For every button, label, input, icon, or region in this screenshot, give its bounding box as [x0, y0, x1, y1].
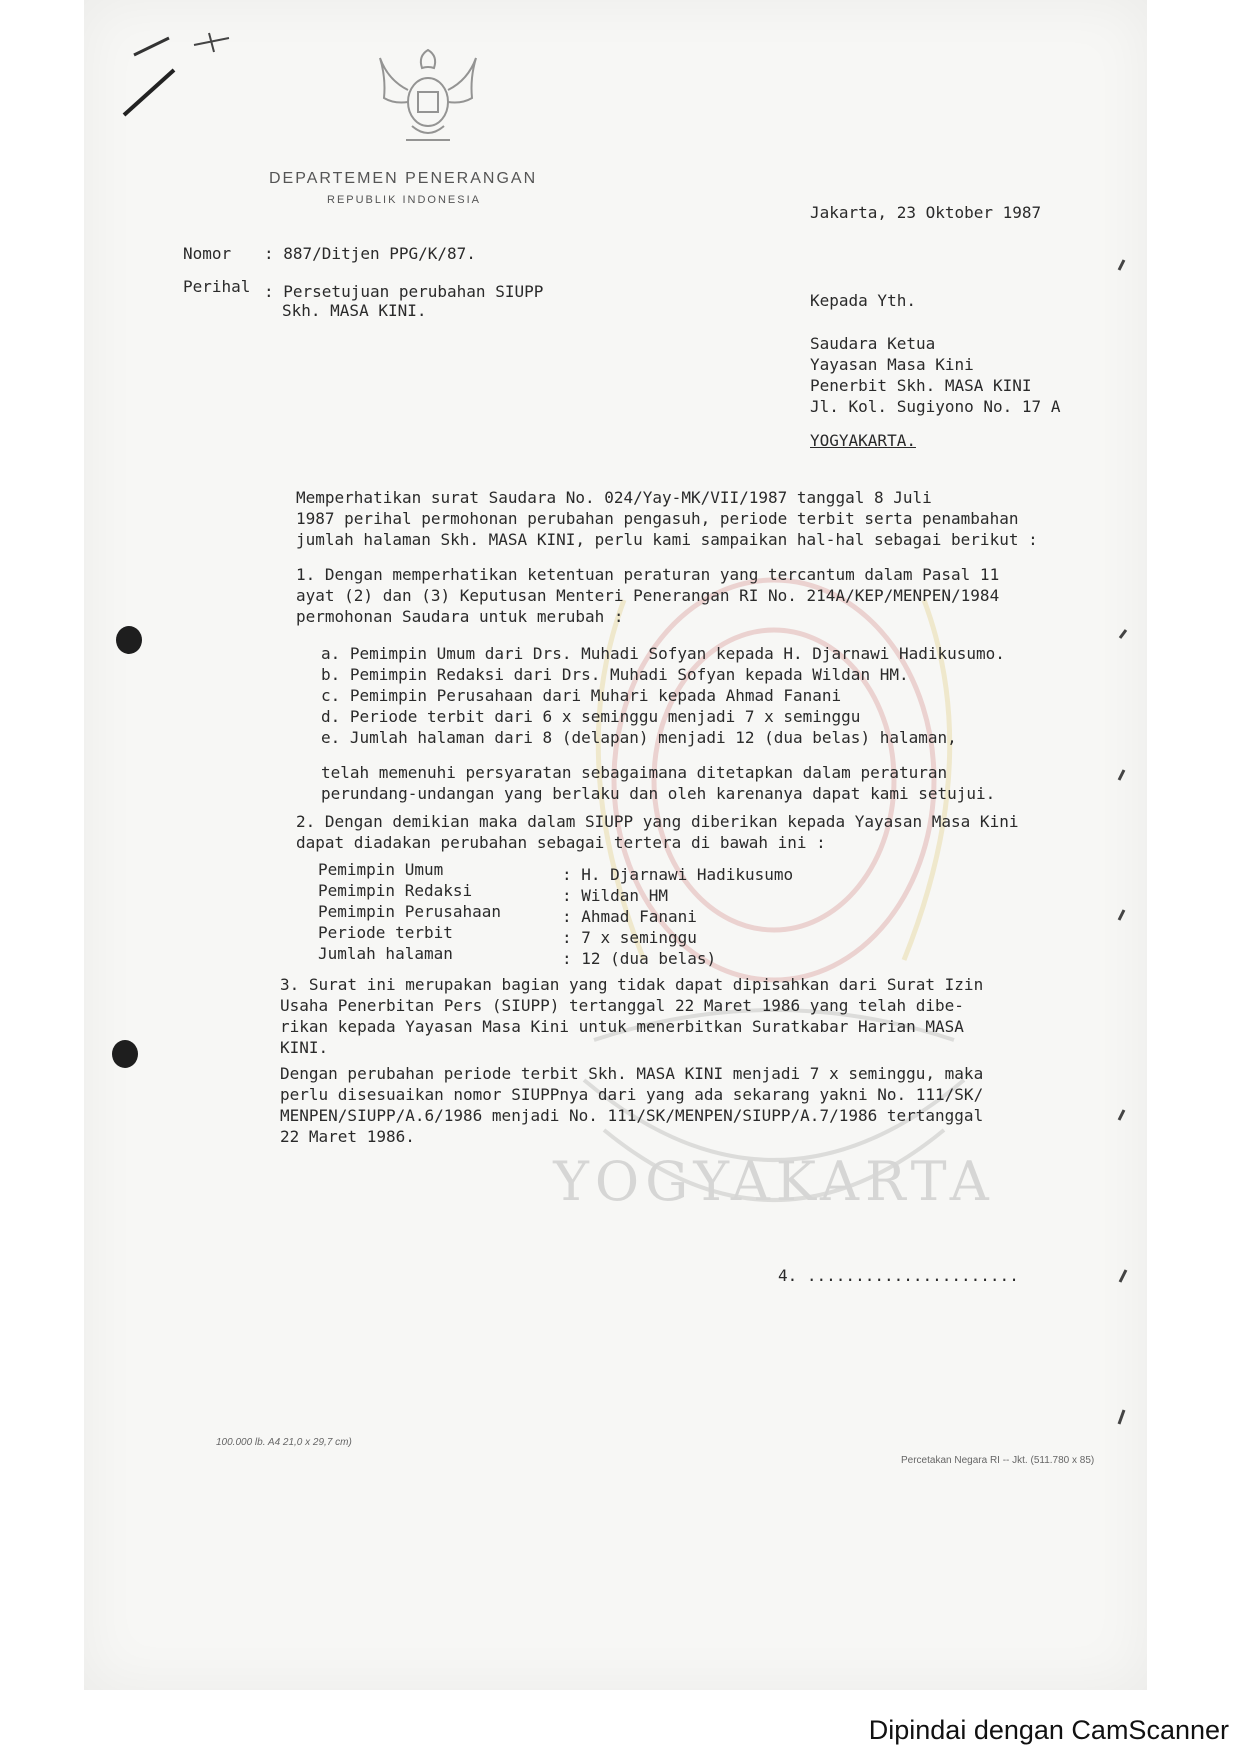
perihal-line-1: : Persetujuan perubahan SIUPP	[264, 282, 544, 301]
recipient-greeting: Kepada Yth.	[810, 291, 916, 310]
recipient-city: YOGYAKARTA.	[810, 431, 916, 450]
item-1-list-entry: c. Pemimpin Perusahaan dari Muhari kepada Ahmad Fanani	[321, 686, 842, 705]
item-3-line: KINI.	[280, 1038, 329, 1057]
punch-hole	[116, 626, 142, 654]
intro-line: jumlah halaman Skh. MASA KINI, perlu kami sampaikan hal-hal sebagai berikut :	[296, 530, 1038, 549]
siupp-value: : Wildan HM	[562, 886, 668, 905]
item-1-line: ayat (2) dan (3) Keputusan Menteri Penerangan RI No. 214A/KEP/MENPEN/1984	[296, 586, 1000, 605]
republic-name: REPUBLIK INDONESIA	[327, 194, 481, 206]
garuda-emblem-icon	[376, 40, 480, 150]
recipient-line: Penerbit Skh. MASA KINI	[810, 376, 1032, 395]
siupp-value: : 12 (dua belas)	[562, 949, 717, 968]
margin-tick-marks	[1114, 250, 1134, 1450]
recipient-line: Yayasan Masa Kini	[810, 355, 974, 374]
item-2-line: 2. Dengan demikian maka dalam SIUPP yang diberikan kepada Yayasan Masa Kini	[296, 812, 1019, 831]
siupp-label: Pemimpin Umum	[318, 860, 444, 879]
item-3-line: 3. Surat ini merupakan bagian yang tidak dapat dipisahkan dari Surat Izin	[280, 975, 984, 994]
item-1-list-entry: b. Pemimpin Redaksi dari Drs. Muhadi Sofyan kepada Wildan HM.	[321, 665, 909, 684]
item-1-list-entry: d. Periode terbit dari 6 x seminggu menjadi 7 x seminggu	[321, 707, 861, 726]
intro-line: 1987 perihal permohonan perubahan pengasuh, periode terbit serta penambahan	[296, 509, 1019, 528]
item-1-list-entry: e. Jumlah halaman dari 8 (delapan) menjadi 12 (dua belas) halaman,	[321, 728, 957, 747]
siupp-value: : 7 x seminggu	[562, 928, 697, 947]
item-4-line: 4. ......................	[778, 1266, 1019, 1285]
perihal-label: Perihal	[183, 277, 251, 296]
letter-date: Jakarta, 23 Oktober 1987	[810, 203, 1042, 222]
camscanner-caption: Dipindai dengan CamScanner	[868, 1715, 1229, 1745]
item-1-line: 1. Dengan memperhatikan ketentuan peraturan yang tercantum dalam Pasal 11	[296, 565, 1000, 584]
item-3-line: perlu disesuaikan nomor SIUPPnya dari yang ada sekarang yakni No. 111/SK/	[280, 1085, 984, 1104]
item-3-line: Dengan perubahan periode terbit Skh. MASA KINI menjadi 7 x seminggu, maka	[280, 1064, 984, 1083]
intro-line: Memperhatikan surat Saudara No. 024/Yay-MK/VII/1987 tanggal 8 Juli	[296, 488, 932, 507]
department-name: DEPARTEMEN PENERANGAN	[269, 170, 538, 187]
item-1-close-line: telah memenuhi persyaratan sebagaimana ditetapkan dalam peraturan	[321, 763, 948, 782]
item-3-line: MENPEN/SIUPP/A.6/1986 menjadi No. 111/SK/MENPEN/SIUPP/A.7/1986 tertanggal	[280, 1106, 984, 1125]
item-3-line: 22 Maret 1986.	[280, 1127, 415, 1146]
siupp-value: : Ahmad Fanani	[562, 907, 697, 926]
siupp-value: : H. Djarnawi Hadikusumo	[562, 865, 794, 884]
nomor-value: : 887/Ditjen PPG/K/87.	[264, 244, 476, 263]
recipient-line: Jl. Kol. Sugiyono No. 17 A	[810, 397, 1061, 416]
siupp-label: Pemimpin Redaksi	[318, 881, 473, 900]
item-2-line: dapat diadakan perubahan sebagai tertera di bawah ini :	[296, 833, 826, 852]
perihal-line-2: Skh. MASA KINI.	[282, 301, 427, 320]
item-3-line: Usaha Penerbitan Pers (SIUPP) tertanggal 22 Maret 1986 yang telah dibe-	[280, 996, 964, 1015]
item-1-list-entry: a. Pemimpin Umum dari Drs. Muhadi Sofyan kepada H. Djarnawi Hadikusumo.	[321, 644, 1005, 663]
printer-footer: Percetakan Negara RI -- Jkt. (511.780 x 85)	[901, 1455, 1095, 1466]
pen-mark-icon	[114, 30, 254, 120]
document-page	[84, 0, 1147, 1690]
siupp-label: Jumlah halaman	[318, 944, 453, 963]
punch-hole	[112, 1040, 138, 1068]
item-3-line: rikan kepada Yayasan Masa Kini untuk menerbitkan Suratkabar Harian MASA	[280, 1017, 964, 1036]
item-1-line: permohonan Saudara untuk merubah :	[296, 607, 624, 626]
paper-spec-footer: 100.000 lb. A4 21,0 x 29,7 cm)	[216, 1437, 352, 1448]
siupp-label: Periode terbit	[318, 923, 453, 942]
item-1-close-line: perundang-undangan yang berlaku dan oleh karenanya dapat kami setujui.	[321, 784, 996, 803]
siupp-label: Pemimpin Perusahaan	[318, 902, 502, 921]
recipient-line: Saudara Ketua	[810, 334, 936, 353]
watermark-text: YOGYAKARTA	[553, 1150, 995, 1213]
nomor-label: Nomor	[183, 244, 232, 263]
